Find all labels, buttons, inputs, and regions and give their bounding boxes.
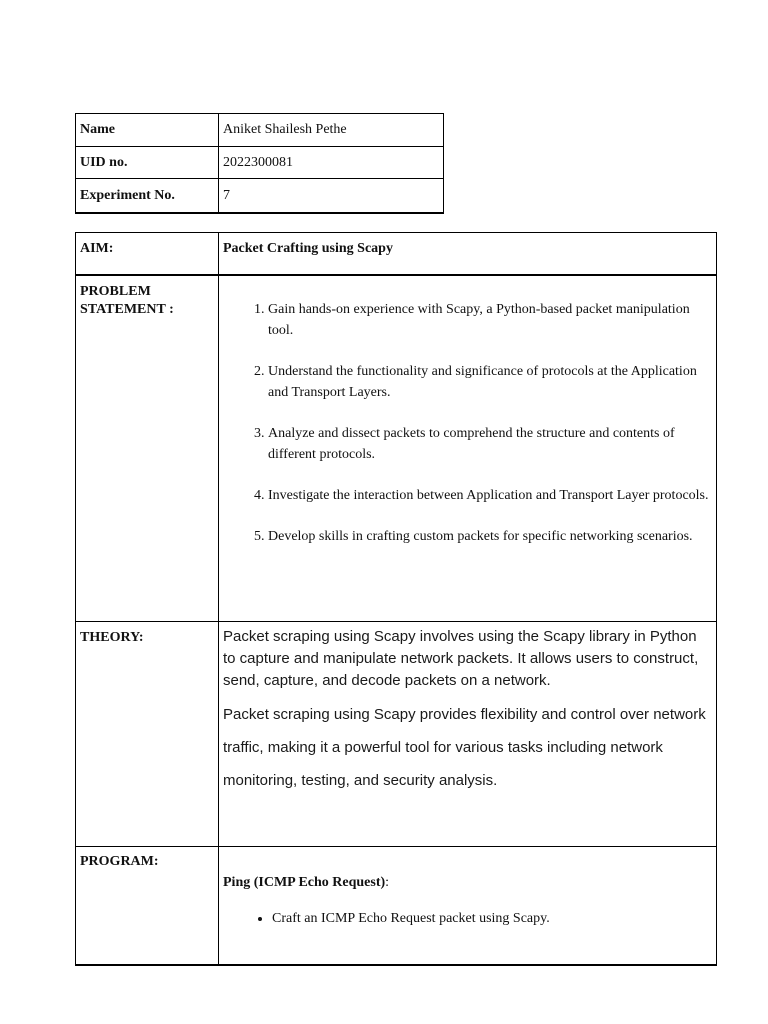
list-item: 4. Investigate the interaction between Application and Transport Layer protocols.: [268, 485, 716, 506]
student-info-table: [75, 113, 444, 214]
aim-value: Packet Crafting using Scapy: [219, 233, 717, 276]
aim-row: [76, 233, 717, 276]
label-line: STATEMENT :: [80, 302, 174, 317]
program-heading-suffix: :: [385, 875, 390, 890]
theory-paragraph: Packet scraping using Scapy involves using the Scapy library in Python to capture and manipulate network packets. It allows users to construct, send, capture, and decode packets on a network.: [223, 628, 699, 689]
list-item: 5. Develop skills in crafting custom packets for specific networking scenarios.: [268, 526, 716, 547]
program-heading: [223, 873, 712, 893]
problem-statement-label: [76, 275, 219, 622]
experiment-table: [75, 232, 717, 966]
theory-label: THEORY:: [76, 622, 219, 847]
info-row-experiment: [76, 179, 444, 214]
aim-label: AIM:: [76, 233, 219, 276]
theory-paragraph: Packet scraping using Scapy provides flexibility and control over network traffic, making it a powerful tool for various tasks including network monitoring, testing, and security analysis.: [223, 706, 706, 789]
problem-statement-row: [76, 275, 717, 622]
program-heading-text: Ping (ICMP Echo Request): [223, 875, 386, 890]
info-value: Aniket Shailesh Pethe: [219, 114, 444, 147]
theory-content: [219, 622, 717, 847]
list-item: 2. Understand the functionality and significance of protocols at the Application and Transport Layers.: [268, 361, 716, 403]
problem-statement-content: [219, 275, 717, 622]
theory-row: [76, 622, 717, 847]
info-label: Name: [76, 114, 219, 147]
program-row: [76, 847, 717, 966]
info-value: 7: [219, 179, 444, 214]
problem-statement-list: [219, 299, 716, 547]
list-item: 1. Gain hands-on experience with Scapy, a Python-based packet manipulation tool.: [268, 299, 716, 341]
list-item: 3. Analyze and dissect packets to comprehend the structure and contents of different protocols.: [268, 423, 716, 465]
program-content: [219, 847, 717, 966]
info-row-uid: [76, 147, 444, 179]
program-label: PROGRAM:: [76, 847, 219, 966]
label-line: PROBLEM: [80, 284, 151, 299]
info-value: 2022300081: [219, 147, 444, 179]
info-row-name: [76, 114, 444, 147]
list-item: • Craft an ICMP Echo Request packet using Scapy.: [272, 909, 712, 929]
info-label: Experiment No.: [76, 179, 219, 214]
program-bullet-list: [223, 909, 712, 929]
info-label: UID no.: [76, 147, 219, 179]
